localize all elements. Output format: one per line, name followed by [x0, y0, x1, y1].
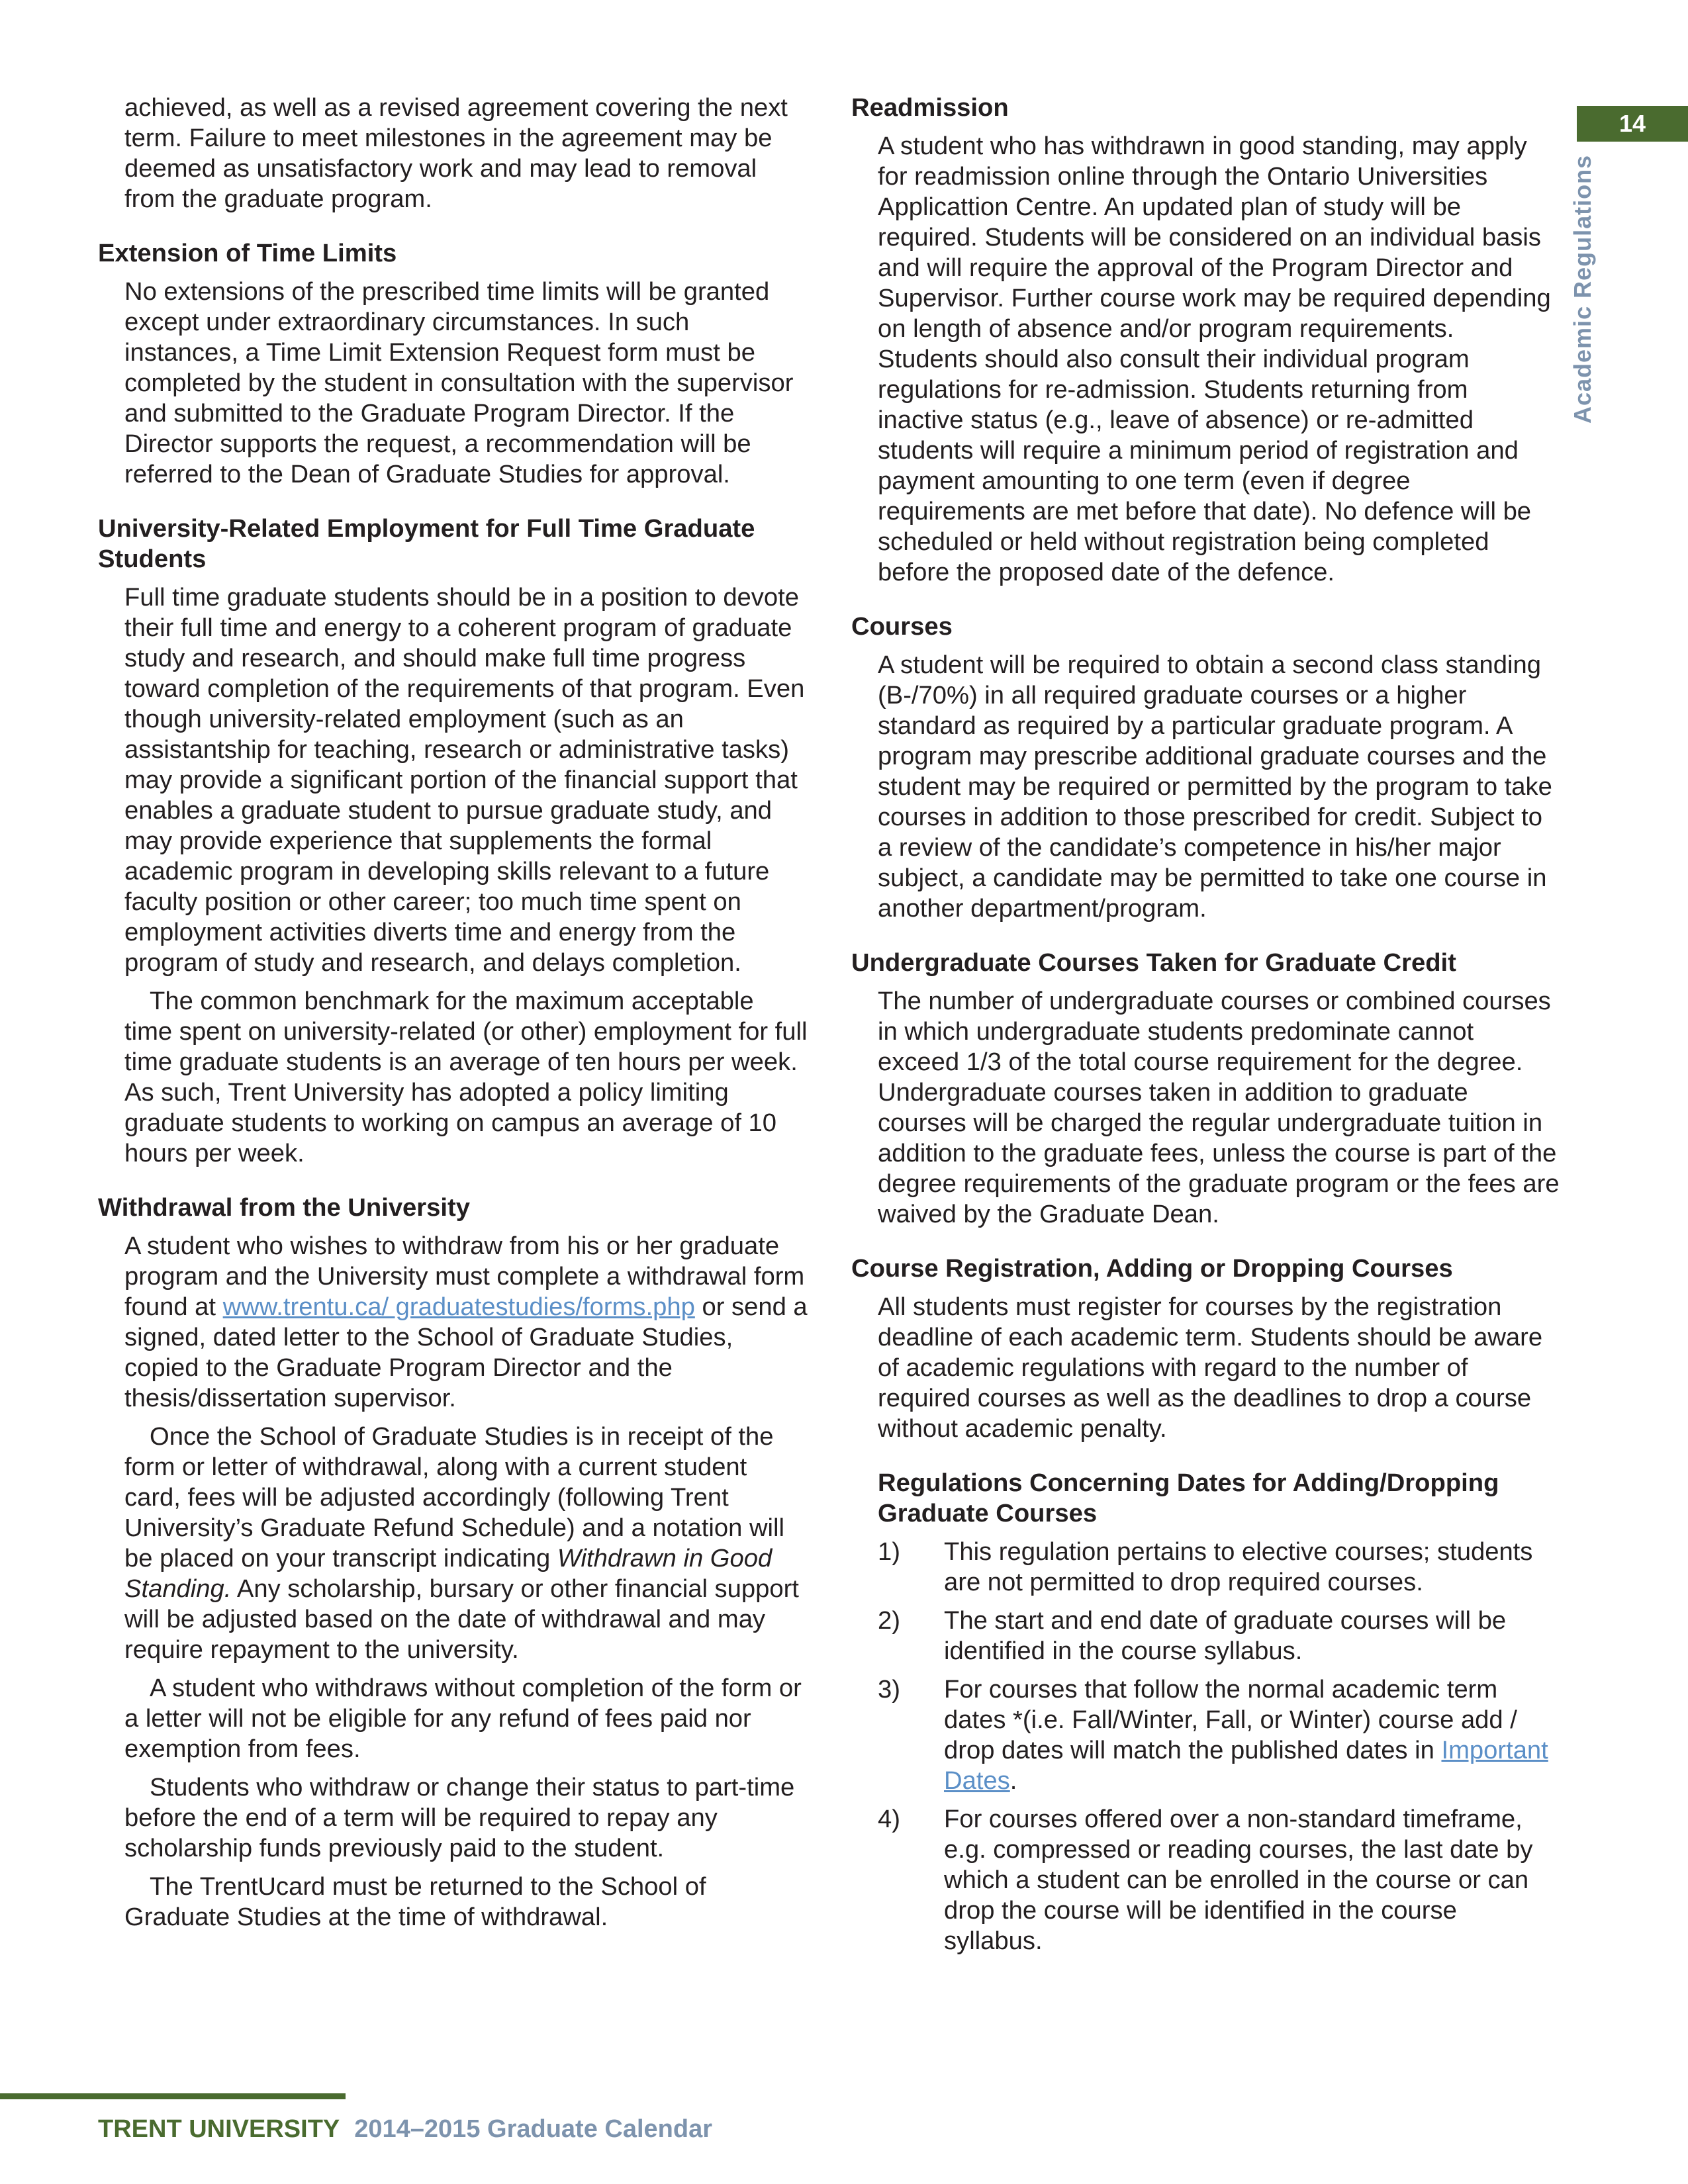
withdrawal-paragraph-2	[98, 1422, 808, 1665]
list-item-number: 1)	[878, 1537, 900, 1566]
extension-heading: Extension of Time Limits	[98, 239, 397, 267]
withdrawal-p2-text-b: Any scholarship, bursary or other financial support will be adjusted based on the date of withdrawal and may require repayment to the university.	[124, 1574, 799, 1664]
section-side-title: Academic Regulations	[1569, 154, 1596, 424]
withdrawal-paragraph-4: Students who withdraw or change their status to part-time before the end of a term will be required to repay any scholarship funds previously paid to the student.	[124, 1773, 795, 1862]
withdrawal-paragraph-3: A student who withdraws without completion of the form or a letter will not be eligible for any refund of fees paid nor exemption from fees.	[124, 1674, 802, 1763]
undergrad-credit-heading: Undergraduate Courses Taken for Graduate Credit	[851, 948, 1456, 977]
footer-rule	[0, 2093, 346, 2099]
list-item-number: 2)	[878, 1606, 900, 1635]
undergrad-credit-paragraph: The number of undergraduate courses or combined courses in which undergraduate students predominate cannot exceed 1/3 of the total course requirement for the degree. Undergraduate courses taken in addition to graduate courses will be charged the regular undergraduate tuition in addition to the graduate fees, unless the course is part of the degree requirements of the graduate program or the fees are waived by the Graduate Dean.	[878, 987, 1560, 1228]
list-item-punctuation: .	[1009, 1766, 1017, 1795]
list-item-text: For courses offered over a non-standard timeframe, e.g. compressed or reading courses, the last date by which a student can be enrolled in the course or can drop the course will be identified in the course syllabus.	[944, 1805, 1533, 1955]
regulations-subheading: Regulations Concerning Dates for Adding/Dropping Graduate Courses	[878, 1469, 1499, 1527]
left-column	[98, 93, 808, 1933]
courses-paragraph: A student will be required to obtain a second class standing (B-/70%) in all required graduate courses or a higher standard as required by a particular graduate program. A program may prescribe additional graduate courses and the student may be required or permitted by the program to take courses in addition to those prescribed for credit. Subject to a review of the candidate’s competence in his/her major subject, a candidate may be permitted to take one course in another department/program.	[878, 651, 1552, 923]
withdrawal-paragraph-5: The TrentUcard must be returned to the School of Graduate Studies at the time of withdrawal.	[124, 1872, 706, 1931]
courses-heading: Courses	[851, 612, 953, 641]
footer-university: TRENT UNIVERSITY	[98, 2115, 340, 2143]
readmission-paragraph: A student who has withdrawn in good standing, may apply for readmission online through the Ontario Universities Applicattion Centre. An updated plan of study will be required. Students will be considered on an individual basis and will require the approval of the Program Director and Supervisor. Further course work may be required depending on length of absence and/or program requirements. Students should also consult their individual program regulations for re-admission. Students returning from inactive status (e.g., leave of absence) or re-admitted students will require a minimum period of registration and payment amounting to one term (even if degree requirements are met before that date). No defence will be scheduled or held without registration being completed before the proposed date of the defence.	[878, 132, 1551, 586]
list-item-text: For courses that follow the normal academic term dates *(i.e. Fall/Winter, Fall, or Winter) course add / drop dates will match the published dates in	[944, 1675, 1517, 1764]
list-item-number: 3)	[878, 1675, 900, 1704]
right-column	[851, 93, 1560, 1956]
list-item	[878, 1606, 1560, 1666]
withdrawn-good-standing-text: Withdrawn in Good Standing.	[124, 1544, 773, 1603]
important-dates-link[interactable]: Important Dates	[944, 1736, 1548, 1795]
footer-calendar: 2014–2015 Graduate Calendar	[354, 2115, 713, 2143]
list-item	[878, 1674, 1560, 1796]
withdrawal-text-a: A student who wishes to withdraw from his or her graduate program and the University must complete a withdrawal form found at	[124, 1232, 805, 1321]
registration-heading: Course Registration, Adding or Dropping Courses	[851, 1254, 1453, 1283]
registration-paragraph: All students must register for courses by the registration deadline of each academic term. Students should be aware of academic regulations with regard to the number of required courses as well as the deadlines to drop a course without academic penalty.	[878, 1293, 1543, 1443]
extension-paragraph: No extensions of the prescribed time limits will be granted except under extraordinary circumstances. In such instances, a Time Limit Extension Request form must be completed by the student in consultation with the supervisor and submitted to the Graduate Program Director. If the Director supports the request, a recommendation will be referred to the Dean of Graduate Studies for approval.	[124, 277, 794, 488]
forms-link[interactable]: www.trentu.ca/ graduatestudies/forms.php	[222, 1293, 695, 1321]
withdrawal-paragraph-1	[98, 1231, 808, 1414]
footer	[98, 2114, 712, 2144]
readmission-heading: Readmission	[851, 93, 1009, 122]
list-item-text: This regulation pertains to elective courses; students are not permitted to drop required courses.	[944, 1537, 1533, 1596]
withdrawal-p2-text-a: Once the School of Graduate Studies is in receipt of the form or letter of withdrawal, along with a current student card, fees will be adjusted accordingly (following Trent University’s Graduate Refund Schedule) and a notation will be placed on your transcript indicating	[124, 1422, 784, 1572]
list-item	[878, 1804, 1560, 1956]
list-item-number: 4)	[878, 1805, 900, 1833]
continuation-paragraph: achieved, as well as a revised agreement covering the next term. Failure to meet milestones in the agreement may be deemed as unsatisfactory work and may lead to removal from the graduate program.	[124, 93, 788, 213]
employment-paragraph-1: Full time graduate students should be in a position to devote their full time and energy to a coherent program of graduate study and research, and should make full time progress toward completion of the requirements of that program. Even though university-related employment (such as an assistantship for teaching, research or administrative tasks) may provide a significant portion of the financial support that enables a graduate student to pursue graduate study, and may provide experience that supplements the formal academic program in developing skills relevant to a future faculty position or other career; too much time spent on employment activities diverts time and energy from the program of study and research, and delays completion.	[124, 583, 805, 977]
withdrawal-heading: Withdrawal from the University	[98, 1193, 470, 1222]
employment-heading: University-Related Employment for Full Time Graduate Students	[98, 514, 755, 573]
employment-paragraph-2: The common benchmark for the maximum acceptable time spent on university-related (or other) employment for full time graduate students is an average of ten hours per week. As such, Trent University has adopted a policy limiting graduate students to working on campus an average of 10 hours per week.	[124, 987, 808, 1167]
regulations-list	[851, 1537, 1560, 1956]
list-item	[878, 1537, 1560, 1598]
withdrawal-text-b: or send a signed, dated letter to the School of Graduate Studies, copied to the Graduate Program Director and the thesis/dissertation supervisor.	[124, 1293, 808, 1412]
page-number-tab: 14	[1577, 106, 1688, 142]
list-item-text: The start and end date of graduate courses will be identified in the course syllabus.	[944, 1606, 1507, 1665]
